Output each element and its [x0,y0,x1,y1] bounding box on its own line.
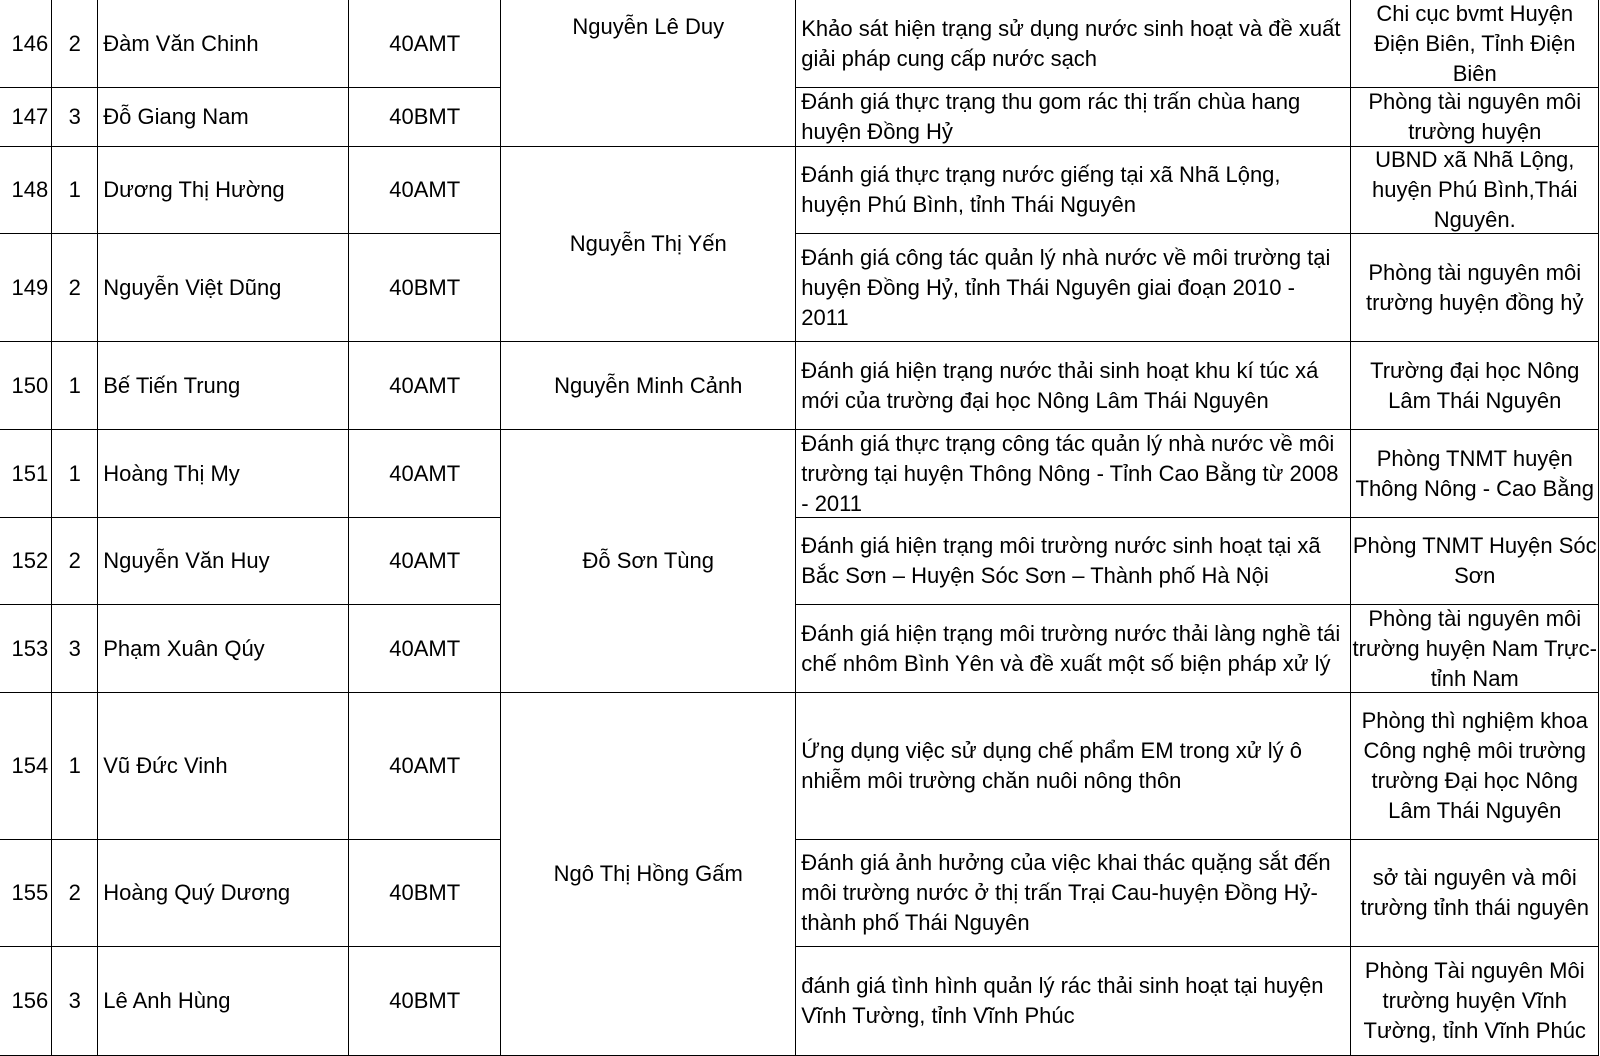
supervisor-cell[interactable] [500,146,796,342]
topic-text: Đánh giá hiện trạng môi trường nước thải làng nghề tái chế nhôm Bình Yên và đề xuất một số biện pháp xử lý [801,620,1341,676]
class-code: 40AMT [389,635,461,661]
topic-cell[interactable] [795,233,1351,342]
order-number: 3 [68,635,81,661]
student-name: Hoàng Quý Dương [103,880,291,906]
supervisor-name: Nguyễn Minh Cảnh [554,372,743,398]
place-cell[interactable] [1350,946,1599,1056]
order-cell[interactable] [51,946,98,1056]
order-number: 3 [68,104,81,130]
place-cell[interactable] [1350,341,1599,430]
order-number: 1 [68,460,81,486]
class-code: 40AMT [389,177,461,203]
student-name-cell[interactable] [97,146,349,234]
row-number-cell[interactable] [0,341,52,430]
row-number-cell[interactable] [0,517,52,605]
class-cell[interactable] [348,341,501,430]
place-text: Phòng TNMT huyện Thông Nông - Cao Bằng [1355,445,1594,501]
row-number-cell[interactable] [0,87,52,147]
supervisor-name: Ngô Thị Hồng Gấm [553,861,743,887]
topic-text: đánh giá tình hình quản lý rác thải sinh hoạt tại huyện Vĩnh Tường, tỉnh Vĩnh Phúc [801,973,1324,1029]
student-name: Dương Thị Hường [103,177,285,203]
topic-cell[interactable] [795,517,1351,605]
topic-text: Đánh giá thực trạng thu gom rác thị trấn chùa hang huyện Đồng Hỷ [801,89,1301,145]
place-cell[interactable] [1350,839,1599,947]
row-number: 146 [11,30,49,56]
supervisor-name: Nguyễn Lê Duy [572,14,725,40]
row-number: 149 [11,274,49,300]
topic-text: Đánh giá công tác quản lý nhà nước về môi trường tại huyện Đồng Hỷ, tỉnh Thái Nguyên giai đoạn 2010 - 2011 [801,244,1331,330]
place-text: sở tài nguyên và môi trường tỉnh thái nguyên [1360,865,1590,921]
order-cell[interactable] [51,341,98,430]
class-cell[interactable] [348,604,501,693]
row-number-cell[interactable] [0,604,52,693]
student-name-cell[interactable] [97,87,349,147]
row-number-cell[interactable] [0,0,52,88]
topic-cell[interactable] [795,839,1351,947]
supervisor-cell[interactable] [500,0,796,147]
place-cell[interactable] [1350,0,1599,88]
supervisor-cell[interactable] [500,692,796,1056]
class-cell[interactable] [348,946,501,1056]
topic-text: Đánh giá hiện trạng môi trường nước sinh hoạt tại xã Bắc Sơn – Huyện Sóc Sơn – Thành phố Hà Nội [801,533,1321,589]
student-name-cell[interactable] [97,517,349,605]
place-cell[interactable] [1350,429,1599,518]
student-name: Nguyễn Việt Dũng [103,274,282,300]
class-cell[interactable] [348,517,501,605]
place-text: Chi cục bvmt Huyện Điện Biên, Tỉnh Điện Biên [1374,0,1576,86]
class-code: 40AMT [389,548,461,574]
supervisor-name: Đỗ Sơn Tùng [582,548,714,574]
place-text: Phòng thì nghiệm khoa Công nghệ môi trường trường Đại học Nông Lâm Thái Nguyên [1361,708,1588,824]
place-cell[interactable] [1350,146,1599,234]
order-cell[interactable] [51,604,98,693]
row-number: 151 [11,460,49,486]
topic-cell[interactable] [795,946,1351,1056]
student-name-cell[interactable] [97,946,349,1056]
row-number-cell[interactable] [0,839,52,947]
place-text: Phòng Tài nguyên Môi trường huyện Vĩnh Tường, tỉnh Vĩnh Phúc [1363,958,1586,1044]
topic-text: Ứng dụng việc sử dụng chế phẩm EM trong xử lý ô nhiễm môi trường chăn nuôi nông thôn [801,738,1302,794]
order-number: 1 [68,177,81,203]
class-cell[interactable] [348,87,501,147]
row-number-cell[interactable] [0,146,52,234]
place-cell[interactable] [1350,604,1599,693]
student-name: Đàm Văn Chinh [103,30,259,56]
topic-text: Đánh giá hiện trạng nước thải sinh hoạt khu kí túc xá mới của trường đại học Nông Lâm Thái Nguyên [801,357,1319,413]
class-code: 40AMT [389,372,461,398]
place-cell[interactable] [1350,517,1599,605]
place-cell[interactable] [1350,233,1599,342]
topic-text: Đánh giá thực trạng nước giếng tại xã Nhã Lộng, huyện Phú Bình, tỉnh Thái Nguyên [801,162,1281,218]
order-cell[interactable] [51,839,98,947]
student-name-cell[interactable] [97,604,349,693]
order-number: 2 [68,30,81,56]
supervisor-name: Nguyễn Thị Yến [569,231,727,257]
order-cell[interactable] [51,87,98,147]
class-code: 40BMT [389,274,461,300]
topic-cell[interactable] [795,429,1351,518]
class-cell[interactable] [348,692,501,840]
class-code: 40BMT [389,104,461,130]
student-name: Đỗ Giang Nam [103,104,249,130]
supervisor-cell[interactable] [500,429,796,693]
student-name: Vũ Đức Vinh [103,753,228,779]
place-text: UBND xã Nhã Lộng, huyện Phú Bình,Thái Nguyên. [1372,147,1578,233]
row-number-cell[interactable] [0,946,52,1056]
class-cell[interactable] [348,0,501,88]
place-cell[interactable] [1350,87,1599,147]
student-name-cell[interactable] [97,429,349,518]
order-number: 2 [68,880,81,906]
row-number: 155 [11,880,49,906]
student-name: Lê Anh Hùng [103,988,231,1014]
row-number-cell[interactable] [0,692,52,840]
order-number: 1 [68,372,81,398]
place-text: Phòng tài nguyên môi trường huyện Nam Trực- tỉnh Nam [1352,605,1597,691]
order-number: 2 [68,274,81,300]
supervisor-cell[interactable] [500,341,796,430]
class-code: 40BMT [389,880,461,906]
order-number: 1 [68,753,81,779]
topic-cell[interactable] [795,0,1351,88]
class-code: 40AMT [389,753,461,779]
row-number: 156 [11,988,49,1014]
order-cell[interactable] [51,233,98,342]
topic-cell[interactable] [795,87,1351,147]
place-text: Phòng tài nguyên môi trường huyện [1368,89,1582,145]
student-name-cell[interactable] [97,0,349,88]
class-code: 40AMT [389,460,461,486]
class-cell[interactable] [348,839,501,947]
topic-text: Đánh giá ảnh hưởng của việc khai thác quặng sắt đến môi trường nước ở thị trấn Trại Cau-huyện Đồng Hỷ- thành phố Thái Nguyên [801,850,1331,936]
class-cell[interactable] [348,233,501,342]
order-number: 2 [68,548,81,574]
order-cell[interactable] [51,692,98,840]
order-cell[interactable] [51,517,98,605]
order-cell[interactable] [51,146,98,234]
topic-text: Đánh giá thực trạng công tác quản lý nhà nước về môi trường tại huyện Thông Nông - Tỉnh Cao Bằng từ 2008 - 2011 [801,430,1339,516]
row-number-cell[interactable] [0,429,52,518]
class-cell[interactable] [348,429,501,518]
class-code: 40BMT [389,988,461,1014]
student-name-cell[interactable] [97,839,349,947]
student-name-cell[interactable] [97,341,349,430]
order-number: 3 [68,988,81,1014]
order-cell[interactable] [51,0,98,88]
topic-cell[interactable] [795,146,1351,234]
row-number: 148 [11,177,49,203]
place-text: Phòng tài nguyên môi trường huyện đồng hỷ [1365,259,1584,315]
student-name-cell[interactable] [97,692,349,840]
topic-text: Khảo sát hiện trạng sử dụng nước sinh hoạt và đề xuất giải pháp cung cấp nước sạch [801,15,1341,71]
class-cell[interactable] [348,146,501,234]
student-name: Nguyễn Văn Huy [103,548,270,574]
row-number: 153 [11,635,49,661]
class-code: 40AMT [389,30,461,56]
student-name: Hoàng Thị My [103,460,240,486]
row-number: 147 [11,104,49,130]
student-name: Phạm Xuân Qúy [103,635,265,661]
student-name-cell[interactable] [97,233,349,342]
place-text: Trường đại học Nông Lâm Thái Nguyên [1370,357,1580,413]
place-text: Phòng TNMT Huyện Sóc Sơn [1352,533,1597,589]
order-cell[interactable] [51,429,98,518]
place-cell[interactable] [1350,692,1599,840]
row-number: 154 [11,753,49,779]
topic-cell[interactable] [795,341,1351,430]
row-number-cell[interactable] [0,233,52,342]
student-name: Bế Tiến Trung [103,372,241,398]
row-number: 150 [11,372,49,398]
row-number: 152 [11,548,49,574]
topic-cell[interactable] [795,604,1351,693]
topic-cell[interactable] [795,692,1351,840]
